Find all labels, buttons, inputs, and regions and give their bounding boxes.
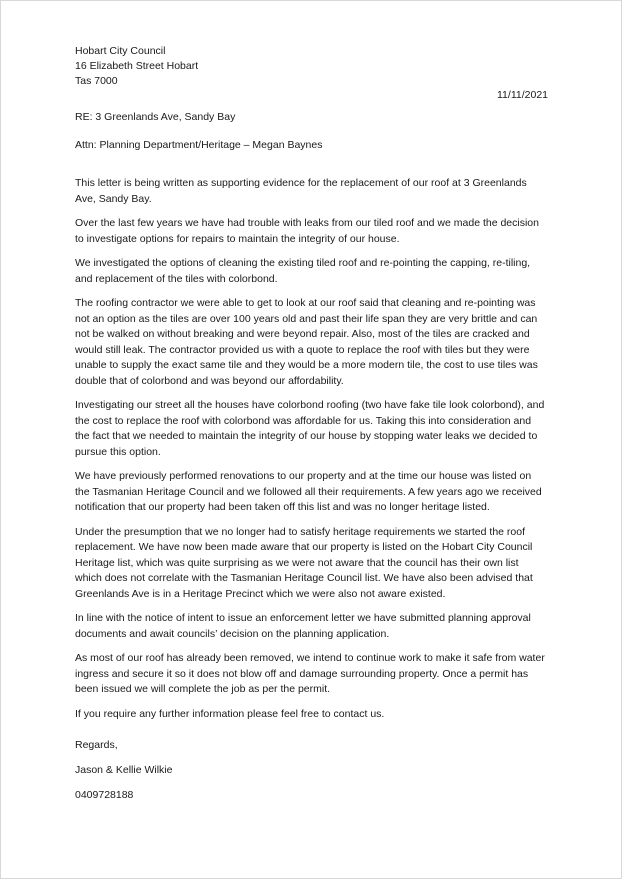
recipient-line-3: Tas 7000 bbox=[75, 75, 118, 87]
attention-line: Attn: Planning Department/Heritage – Megan Baynes bbox=[75, 139, 323, 151]
recipient-address bbox=[75, 44, 198, 89]
paragraph: Over the last few years we have had trouble with leaks from our tiled roof and we made the decision to investigate options for repairs to maintain the integrity of our house. bbox=[75, 217, 539, 245]
paragraph: Investigating our street all the houses have colorbond roofing (two have fake tile look colorbond), and the cost to replace the roof with colorbond was affordable for us. Taking this into consideration and the fact that we needed to maintain the integrity of our house by stopping water leaks we decided to pursue this option. bbox=[75, 399, 545, 458]
recipient-line-2: 16 Elizabeth Street Hobart bbox=[75, 60, 199, 72]
paragraph: Under the presumption that we no longer had to satisfy heritage requirements we started the roof replacement. We have now been made aware that our property is listed on the Hobart City Council Heritage list, which was quite surprising as we were not aware that the council has their own list which does not correlate with the Tasmanian Heritage Council list. We have also been advised that Greenlands Ave is in a Heritage Precinct which we were also not aware existed. bbox=[75, 525, 533, 600]
subject-line: RE: 3 Greenlands Ave, Sandy Bay bbox=[75, 111, 236, 123]
paragraph: If you require any further information please feel free to contact us. bbox=[75, 707, 385, 720]
paragraph: We investigated the options of cleaning the existing tiled roof and re-pointing the capping, re-tiling, and replacement of the tiles with colorbond. bbox=[75, 257, 531, 285]
regards-text: Regards, bbox=[75, 739, 118, 751]
recipient-line-1: Hobart City Council bbox=[75, 45, 166, 57]
paragraph: In line with the notice of intent to issue an enforcement letter we have submitted planning approval documents and await councils’ decision on the planning application. bbox=[75, 612, 531, 640]
paragraph: This letter is being written as supporting evidence for the replacement of our roof at 3 Greenlands Ave, Sandy Bay. bbox=[75, 177, 527, 205]
paragraph: The roofing contractor we were able to get to look at our roof said that cleaning and re-pointing was not an option as the tiles are over 100 years old and past their life span they are very brittle and can not be walked on without breaking and were beyond repair. Also, most of the tiles are cracked and would still leak. The contractor provided us with a quote to replace the roof with tiles but they were unable to supply the exact same tile and they would be a more modern tile, the cost to use tiles was double that of colorbond and was beyond our affordability. bbox=[75, 297, 538, 387]
letter-date: 11/11/2021 bbox=[497, 89, 548, 101]
letter-body bbox=[75, 176, 547, 731]
letter-closing bbox=[75, 738, 172, 813]
phone-number: 0409728188 bbox=[75, 789, 134, 801]
paragraph: We have previously performed renovations to our property and at the time our house was listed on the Tasmanian Heritage Council and we followed all their requirements. A few years ago we received notification that our property had been taken off this list and was no longer heritage listed. bbox=[75, 470, 542, 513]
signatory-name: Jason & Kellie Wilkie bbox=[75, 764, 173, 776]
paragraph: As most of our roof has already been removed, we intend to continue work to make it safe from water ingress and secure it so it does not blow off and damage surrounding property. Once a permit has been issued we will complete the job as per the permit. bbox=[75, 652, 545, 695]
